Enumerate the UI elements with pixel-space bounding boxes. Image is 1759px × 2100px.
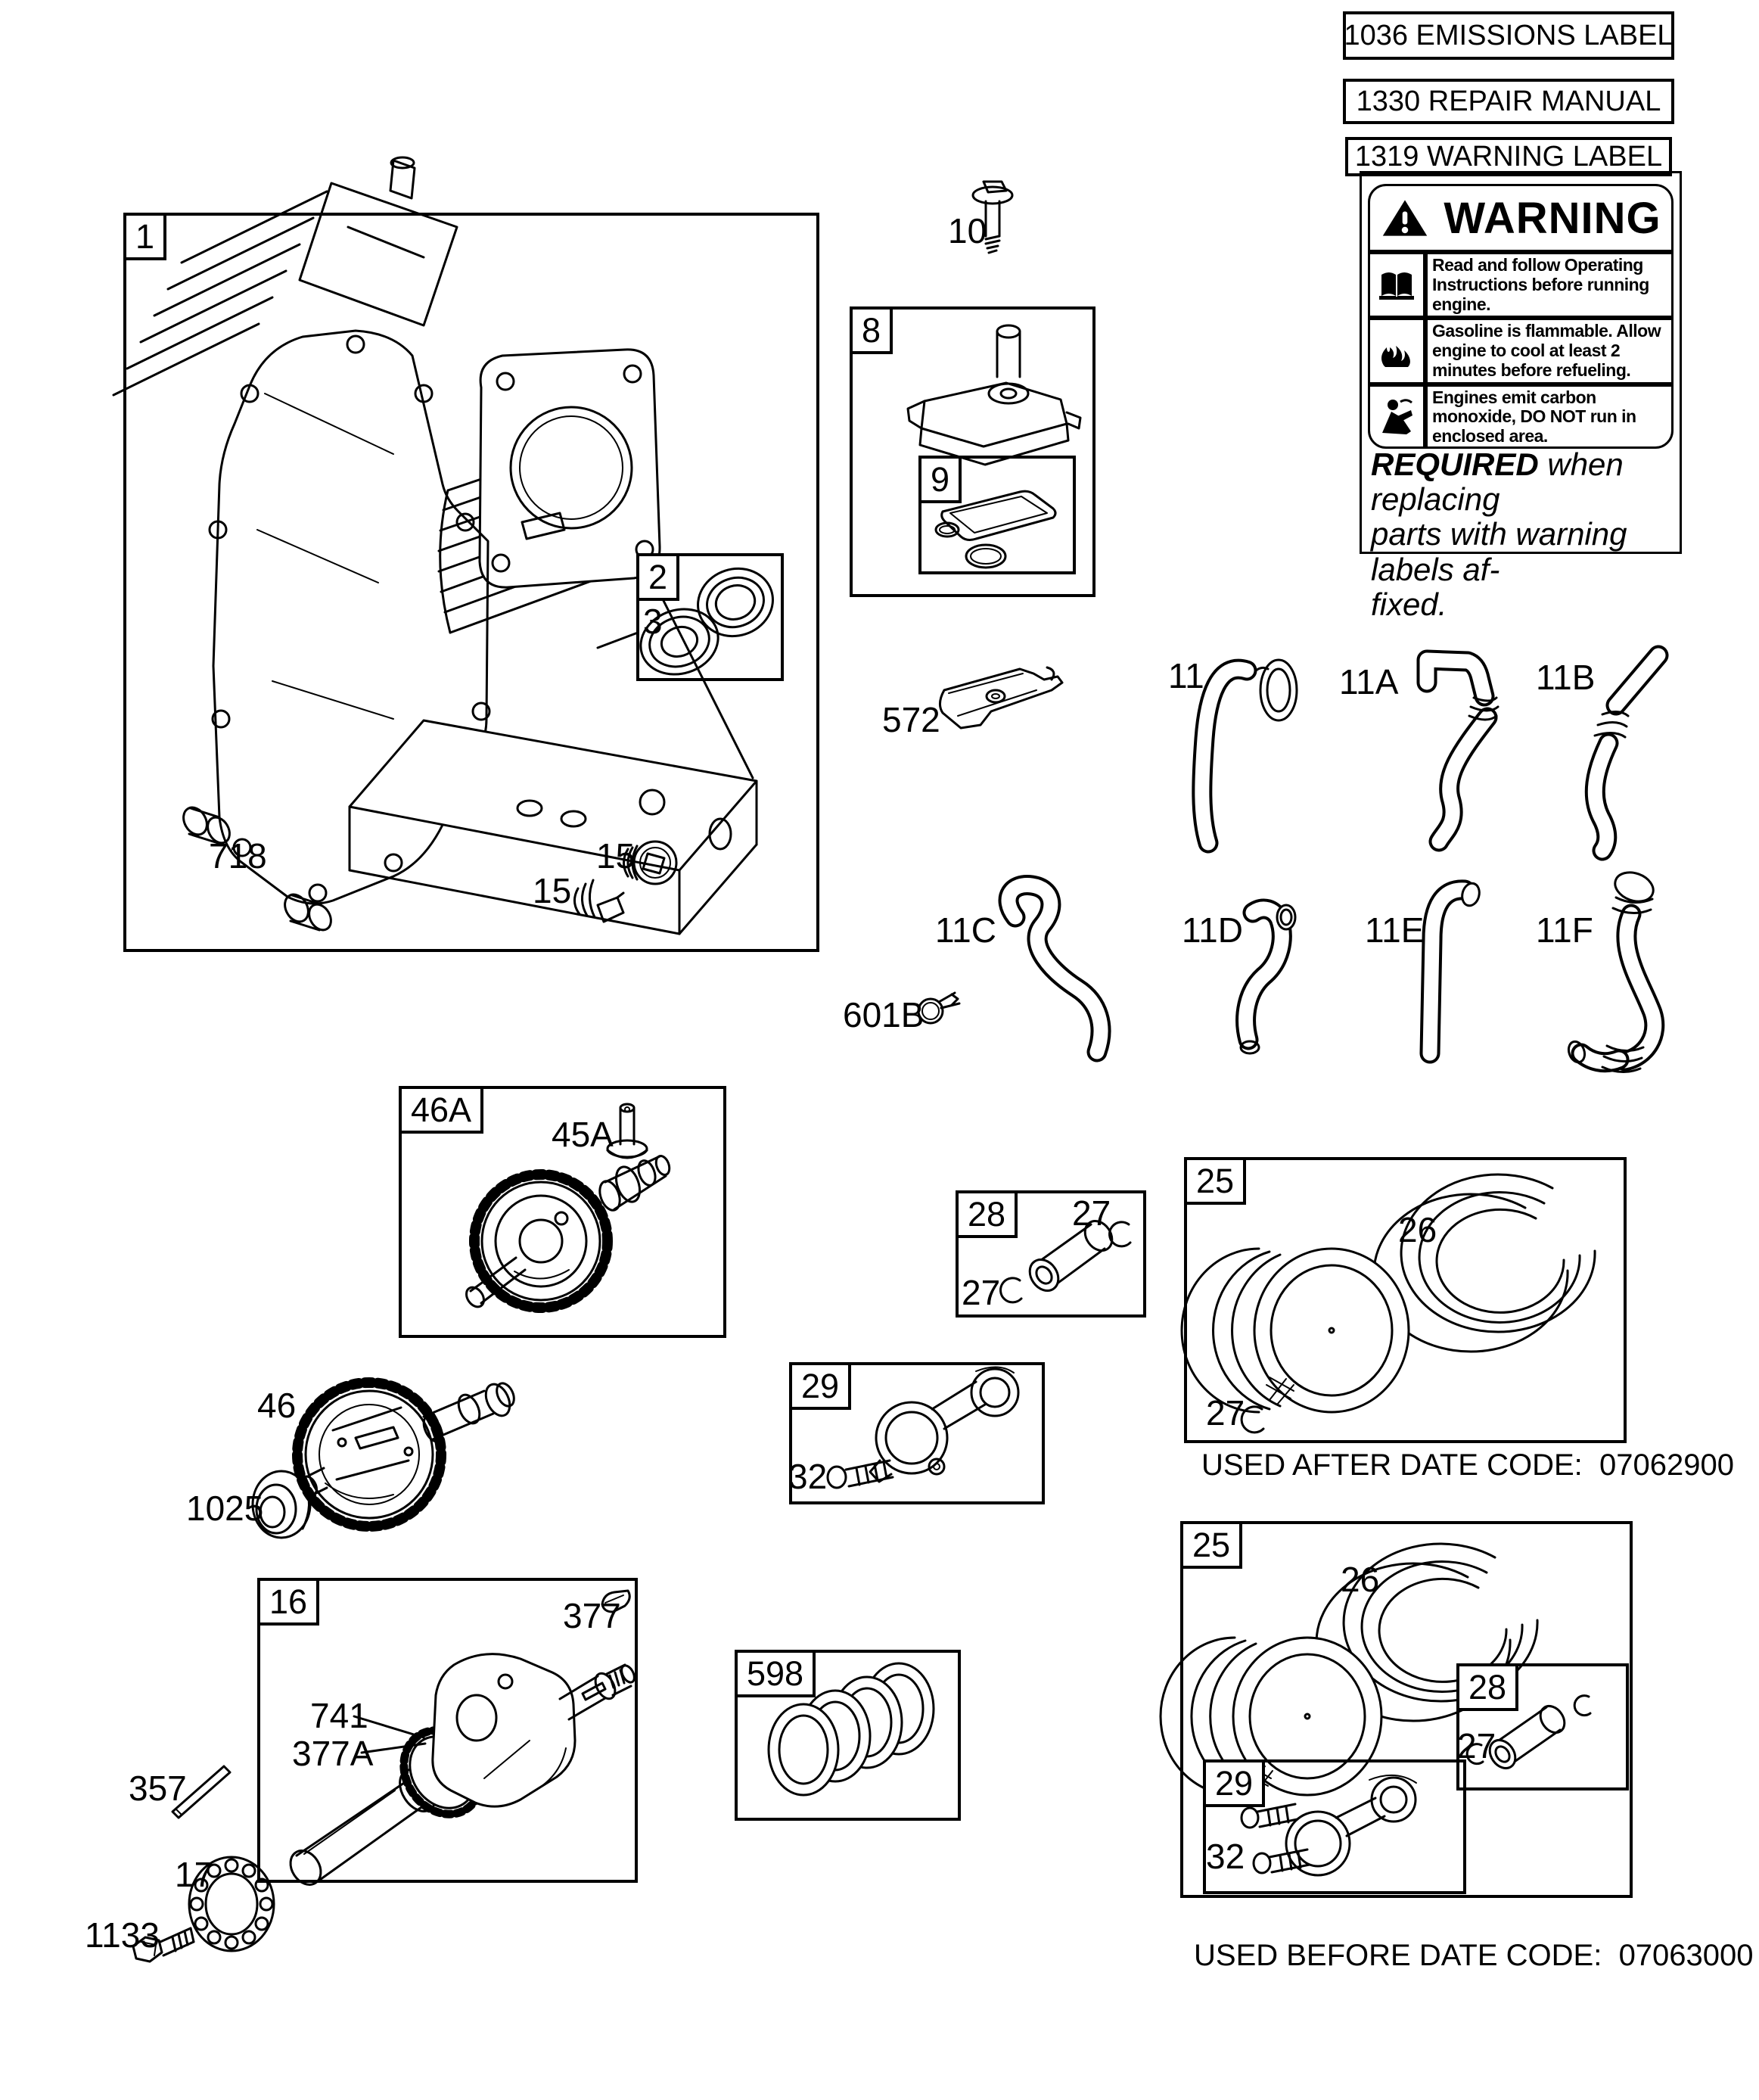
part-label-32-rod-before: 32	[1206, 1837, 1245, 1876]
warning-title: WARNING	[1444, 193, 1661, 243]
callout-box-piston-after	[1184, 1157, 1627, 1443]
part-label-11b: 11B	[1536, 658, 1596, 697]
part-label-601b: 601B	[843, 995, 925, 1034]
part-label-11a: 11A	[1339, 662, 1399, 702]
hose-11c-drawing	[1008, 885, 1101, 1052]
part-label-377a: 377A	[292, 1734, 374, 1773]
callout-number: 25	[1184, 1157, 1246, 1205]
part-label-27-before: 27	[1457, 1726, 1496, 1766]
warning-label-panel	[1360, 171, 1682, 622]
part-label-357: 357	[129, 1769, 187, 1808]
warning-required-note	[1371, 447, 1674, 622]
hose-clamp-601b-drawing	[918, 993, 959, 1023]
part-label-45a: 45A	[552, 1115, 614, 1154]
part-label-27-pin-bottom: 27	[962, 1273, 1001, 1312]
part-label-10: 10	[948, 211, 987, 250]
part-label-3: 3	[643, 602, 663, 641]
reference-label-text: 1319 WARNING LABEL	[1354, 140, 1663, 173]
reference-label-text: 1330 REPAIR MANUAL	[1356, 85, 1661, 117]
required-bold-text: REQUIRED	[1371, 446, 1539, 482]
warning-row	[1370, 387, 1671, 450]
required-note-line3: fixed.	[1371, 586, 1447, 622]
callout-number: 29	[789, 1362, 851, 1410]
warning-triangle-icon	[1380, 197, 1430, 239]
callout-box-breather-gasket	[918, 456, 1076, 574]
reference-label-text: 1036 EMISSIONS LABEL	[1344, 19, 1674, 51]
callout-number: 46A	[399, 1086, 483, 1134]
callout-box-connecting-rod	[789, 1362, 1045, 1504]
required-note-line1: when replacing	[1371, 446, 1624, 518]
warning-row-text: Read and follow Operating Instructions before running engine.	[1432, 255, 1649, 314]
callout-number: 1	[123, 213, 166, 260]
hose-11f-drawing	[1566, 867, 1658, 1072]
part-label-46: 46	[257, 1386, 297, 1425]
flame-icon	[1370, 320, 1428, 381]
part-label-11e: 11E	[1365, 910, 1425, 950]
date-code-note-before: USED BEFORE DATE CODE: 07063000	[1194, 1939, 1754, 1972]
hose-11d-drawing	[1241, 905, 1295, 1053]
part-label-1133: 1133	[85, 1915, 160, 1955]
part-label-32-rod: 32	[788, 1457, 828, 1496]
callout-box-spring	[735, 1650, 961, 1821]
part-label-27-after: 27	[1206, 1393, 1245, 1433]
part-label-377: 377	[563, 1596, 621, 1635]
part-label-572: 572	[882, 700, 940, 739]
part-label-1025: 1025	[186, 1489, 264, 1528]
part-label-15b: 15	[533, 871, 572, 910]
warning-title-row	[1370, 186, 1671, 254]
date-code-note-after: USED AFTER DATE CODE: 07062900	[1201, 1448, 1734, 1482]
warning-label-card	[1368, 184, 1674, 449]
reference-box-emissions-label	[1343, 11, 1674, 60]
camshaft-46-drawing	[297, 1380, 517, 1526]
part-label-11f: 11F	[1536, 910, 1593, 950]
carbon-monoxide-icon	[1370, 387, 1428, 448]
shield-bracket-572-drawing	[940, 667, 1062, 728]
part-label-26-before: 26	[1341, 1560, 1380, 1599]
part-label-11c: 11C	[935, 910, 996, 950]
part-label-11: 11	[1168, 656, 1204, 695]
callout-number: 29	[1203, 1759, 1265, 1807]
part-label-17: 17	[175, 1855, 214, 1894]
part-label-15a: 15	[596, 836, 636, 876]
hose-11b-drawing	[1595, 655, 1658, 851]
callout-number: 28	[956, 1190, 1018, 1238]
part-label-741: 741	[310, 1696, 368, 1735]
part-label-11d: 11D	[1182, 910, 1243, 950]
callout-number: 9	[918, 456, 962, 503]
part-label-718: 718	[209, 836, 267, 876]
open-book-icon	[1370, 254, 1428, 316]
callout-number: 8	[850, 306, 893, 354]
warning-row	[1370, 254, 1671, 320]
callout-number: 2	[636, 553, 679, 601]
hose-11a-drawing	[1427, 660, 1498, 842]
warning-row-text: Engines emit carbon monoxide, DO NOT run in enclosed area.	[1432, 387, 1636, 446]
hose-11e-drawing	[1430, 882, 1482, 1053]
warning-row	[1370, 320, 1671, 386]
reference-box-repair-manual	[1343, 79, 1674, 124]
warning-row-text: Gasoline is flammable. Allow engine to cool at least 2 minutes before refueling.	[1432, 321, 1661, 380]
part-label-26-after: 26	[1398, 1210, 1437, 1249]
callout-number: 16	[257, 1578, 319, 1626]
callout-number: 598	[735, 1650, 816, 1697]
callout-number: 25	[1180, 1521, 1242, 1569]
callout-number: 28	[1456, 1663, 1518, 1711]
required-note-line2: parts with warning labels af-	[1371, 516, 1627, 587]
hose-11-drawing	[1202, 660, 1297, 843]
part-label-27-pin-top: 27	[1072, 1193, 1111, 1233]
